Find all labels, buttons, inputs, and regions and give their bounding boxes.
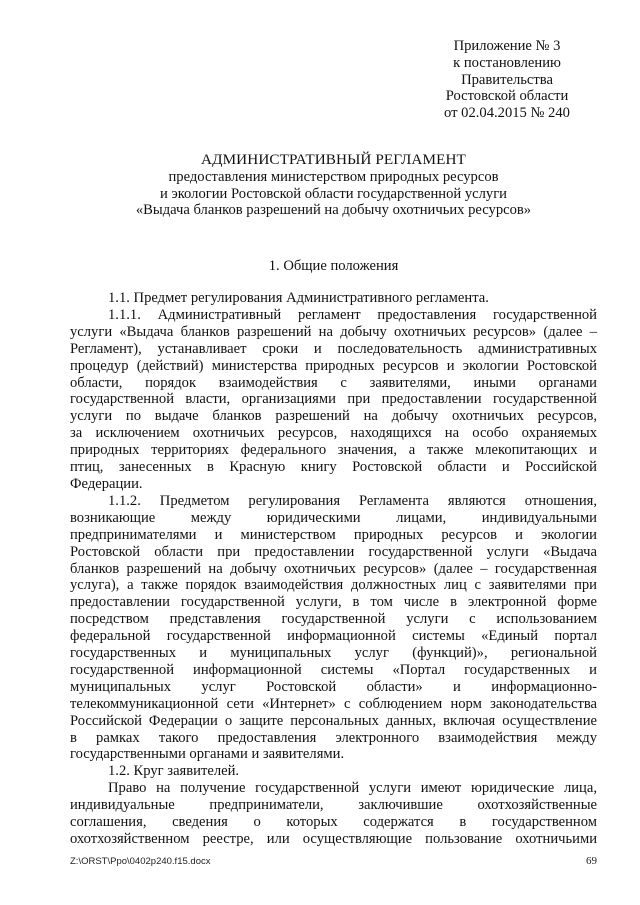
- body-line: федеральной государственной информационной системы «Единый портал: [70, 628, 597, 645]
- body-text: [70, 290, 597, 848]
- body-line: Российской Федерации о защите персональных данных, включая осуществление: [70, 712, 597, 729]
- body-line: охотхозяйственном реестре, или осуществляющие пользование охотничьими: [70, 831, 597, 847]
- body-line: Регламент), устанавливает сроки и последовательность административных: [70, 340, 597, 357]
- body-line: Ростовской области при предоставлении государственной услуги «Выдача: [70, 543, 597, 560]
- body-line: 1.2. Круг заявителей.: [108, 763, 240, 780]
- title-heading: АДМИНИСТРАТИВНЫЙ РЕГЛАМЕНТ: [201, 151, 466, 168]
- body-line: Право на получение государственной услуги имеют юридические лица,: [108, 780, 597, 797]
- body-line: в рамках такого предоставления электронного взаимодействия между: [70, 729, 597, 746]
- file-path: Z:\ORST\Ppo\0402p240.f15.docx: [70, 856, 211, 867]
- body-line: индивидуальные предприниматели, заключившие охотхозяйственные: [70, 797, 597, 814]
- body-line: Федерации.: [70, 475, 143, 492]
- body-line: 1.1.1. Административный регламент предоставления государственной: [108, 306, 597, 323]
- body-line: природных территориях федерального значения, а также млекопитающих и: [70, 442, 597, 459]
- body-line: 1.1. Предмет регулирования Административного регламента.: [108, 290, 489, 306]
- body-line: государственной информационной системы «Портал государственных и: [70, 661, 597, 678]
- section-heading: 1. Общие положения: [268, 258, 399, 274]
- body-line: птиц, занесенных в Красную книгу Ростовской области и Российской: [70, 459, 597, 476]
- body-line: предпринимателями и министерством природных ресурсов и экологии: [70, 526, 597, 543]
- body-line: услуги по выдаче бланков разрешений на добычу охотничьих ресурсов,: [70, 408, 597, 425]
- body-line: услуги «Выдача бланков разрешений на добычу охотничьих ресурсов» (далее –: [70, 323, 597, 340]
- annex-line: к постановлению: [453, 54, 561, 71]
- body-line: предоставлении государственной услуги, в том числе в электронной форме: [70, 594, 597, 611]
- body-line: государственными органами и заявителями.: [70, 746, 345, 763]
- body-line: процедур (действий) министерства природных ресурсов и экологии Ростовской: [70, 357, 597, 374]
- annex-block: [418, 38, 596, 122]
- body-line: телекоммуникационной сети «Интернет» с соблюдением норм законодательства: [70, 695, 597, 712]
- body-line: соглашения, сведения о которых содержатся в государственном: [70, 814, 597, 831]
- body-line: государственных и муниципальных услуг (функций)», региональной: [70, 645, 597, 662]
- title-line: предоставления министерством природных ресурсов: [168, 168, 499, 185]
- body-line: возникающие между юридическими лицами, индивидуальными: [70, 509, 597, 526]
- body-line: услуга), а также порядок взаимодействия должностных лиц с заявителями при: [70, 577, 597, 594]
- title-line: и экологии Ростовской области государственной услуги: [159, 185, 507, 202]
- body-line: 1.1.2. Предметом регулирования Регламента являются отношения,: [108, 492, 597, 509]
- title-line: «Выдача бланков разрешений на добычу охотничьих ресурсов»: [135, 202, 532, 219]
- page-number: 69: [586, 855, 597, 867]
- document-title: [70, 152, 597, 219]
- body-line: государственной власти, организациями при предоставлении государственной: [70, 391, 597, 408]
- annex-line: Приложение № 3: [453, 38, 561, 54]
- body-line: муниципальных услуг Ростовской области» и информационно-: [70, 678, 597, 695]
- body-line: посредством представления государственной услуги с использованием: [70, 611, 597, 628]
- body-line: бланков разрешений на добычу охотничьих ресурсов» (далее – государственная: [70, 560, 597, 577]
- body-line: за исключением охотничьих ресурсов, находящихся на особо охраняемых: [70, 425, 597, 442]
- annex-line: от 02.04.2015 № 240: [444, 105, 570, 122]
- body-line: области, порядок взаимодействия с заявителями, иными органами: [70, 374, 597, 391]
- annex-line: Ростовской области: [445, 88, 569, 105]
- annex-line: Правительства: [461, 71, 553, 88]
